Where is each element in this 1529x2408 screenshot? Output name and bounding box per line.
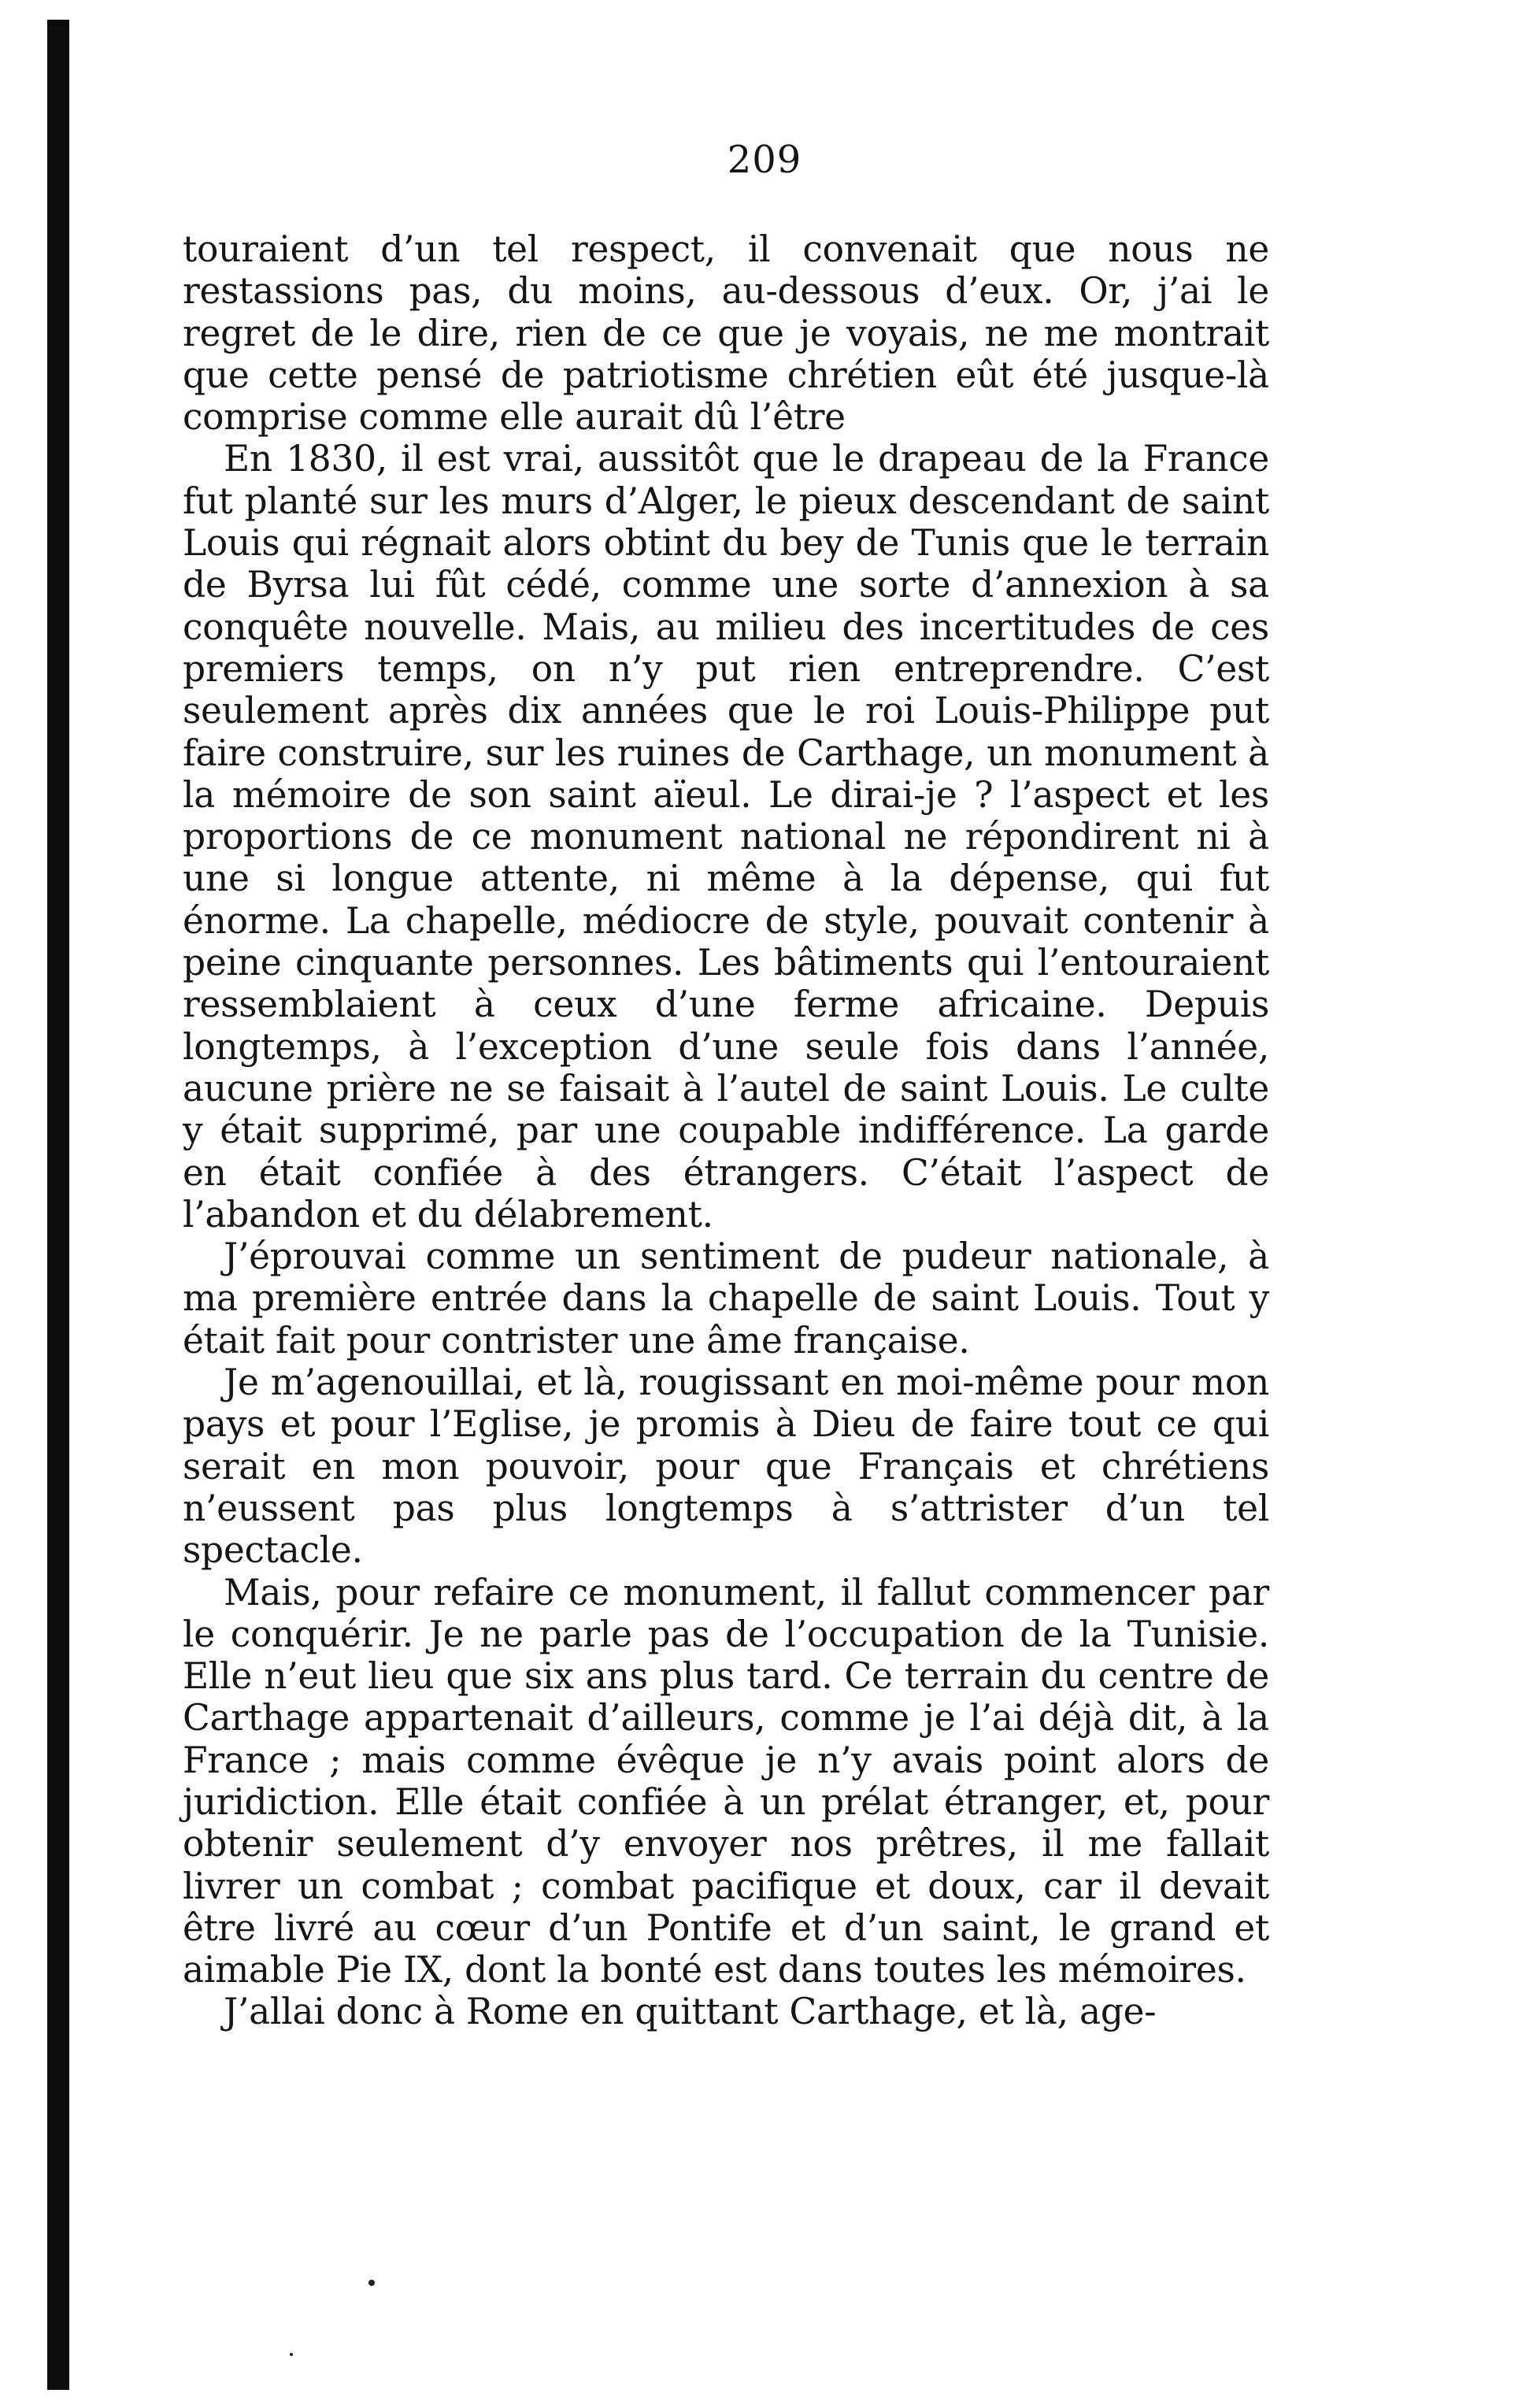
ink-speck <box>368 2280 375 2286</box>
body-text <box>183 228 1269 2033</box>
paragraph-1: touraient d’un tel respect, il convenait que nous ne restassions pas, du moins, au-dessous d’eux. Or, j’ai le regret de le dire, rien de ce que je voyais, ne me montrait que cette pensé de patriotisme chrétien eût été jusque-là comprise comme elle aurait dû l’être <box>183 228 1269 439</box>
page-number: 209 <box>727 138 802 182</box>
ink-speck <box>290 2353 293 2356</box>
paragraph-2: En 1830, il est vrai, aussitôt que le drapeau de la France fut planté sur les murs d’Alger, le pieux descendant de saint Louis qui régnait alors obtint du bey de Tunis que le terrain de Byrsa lui fût cédé, comme une sorte d’annexion à sa conquête nouvelle. Mais, au milieu des incertitudes de ces premiers temps, on n’y put rien entreprendre. C’est seulement après dix années que le roi Louis-Philippe put faire construire, sur les ruines de Carthage, un monument à la mémoire de son saint aïeul. Le dirai-je ? l’aspect et les proportions de ce monument national ne répondirent ni à une si longue attente, ni même à la dépense, qui fut énorme. La chapelle, médiocre de style, pouvait contenir à peine cinquante personnes. Les bâtiments qui l’entouraient ressemblaient à ceux d’une ferme africaine. Depuis longtemps, à l’exception d’une seule fois dans l’année, aucune prière ne se faisait à l’autel de saint Louis. Le culte y était supprimé, par une coupable indifférence. La garde en était confiée à des étrangers. C’était l’aspect de l’abandon et du délabrement. <box>183 438 1269 1235</box>
paragraph-6: J’allai donc à Rome en quittant Carthage, et là, age- <box>224 1991 1157 2033</box>
paragraph-4: Je m’agenouillai, et là, rougissant en moi-même pour mon pays et pour l’Eglise, je promis à Dieu de faire tout ce qui serait en mon pouvoir, pour que Français et chrétiens n’eussent pas plus longtemps à s’attrister d’un tel spectacle. <box>183 1361 1269 1572</box>
binding-edge <box>47 20 69 2390</box>
paragraph-3: J’éprouvai comme un sentiment de pudeur nationale, à ma première entrée dans la chapelle de saint Louis. Tout y était fait pour contrister une âme française. <box>183 1235 1269 1361</box>
paragraph-5: Mais, pour refaire ce monument, il fallut commencer par le conquérir. Je ne parle pas de l’occupation de la Tunisie. Elle n’eut lieu que six ans plus tard. Ce terrain du centre de Carthage appartenait d’ailleurs, comme je l’ai déjà dit, à la France ; mais comme évêque je n’y avais point alors de juridiction. Elle était confiée à un prélat étranger, et, pour obtenir seulement d’y envoyer nos prêtres, il me fallait livrer un combat ; combat pacifique et doux, car il devait être livré au cœur d’un Pontife et d’un saint, le grand et aimable Pie IX, dont la bonté est dans toutes les mémoires. <box>183 1571 1269 1991</box>
